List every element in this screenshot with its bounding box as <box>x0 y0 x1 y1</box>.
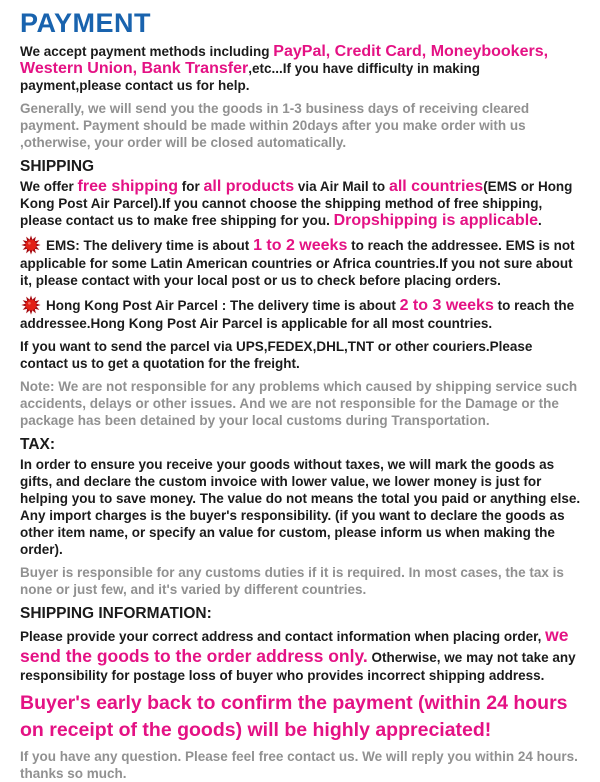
payment-dispatch-note: Generally, we will send you the goods in 1-3 business days of receiving cleared payment. Payment should be made within 20days after you make order with us ,otherwise, your order will be closed automatically. <box>20 101 530 150</box>
text-run: to reach the addressee.Hong Kong Post Air Parcel is applicable for all most countries. <box>20 298 575 331</box>
contact-note: If you have any question. Please feel free contact us. We will reply you within 24 hours. thanks so much. <box>20 749 578 781</box>
couriers-text: If you want to send the parcel via UPS,FEDEX,DHL,TNT or other couriers.Please contact us to get a quotation for the freight. <box>20 339 533 371</box>
text-run: free shipping <box>77 178 178 195</box>
text-run: 1 to 2 weeks <box>253 237 348 254</box>
payment-methods-text <box>20 43 582 94</box>
tax-note: Buyer is responsible for any customs duties if it is required. In most cases, the tax is none or just few, and it's varied by different countries. <box>20 565 564 597</box>
text-run: (EMS or Hong Kong Post Air Parcel).If you cannot choose the shipping method of free shipping, please contact us to make free shipping for you. <box>20 179 573 228</box>
shipping-section-title: SHIPPING <box>20 158 95 175</box>
starburst-icon <box>20 295 42 315</box>
text-run: EMS: The delivery time is about <box>46 238 254 253</box>
feedback-headline: Buyer's early back to confirm the payment (within 24 hours on receipt of the goods) will be highly appreciated! <box>20 692 568 741</box>
text-run: We offer <box>20 179 78 194</box>
shipping-info-section-title: SHIPPING INFORMATION: <box>20 605 212 622</box>
shipping-disclaimer: Note: We are not responsible for any problems which caused by shipping service such accidents, delays or other issues. And we are not responsible for the Damage or the package has been detained by your local customs during Transportation. <box>20 379 578 428</box>
text-run: to reach the addressee. EMS is not applicable for some Latin American countries or Africa countries.If you not sure about it, please contact with your local post or us to check before placing orders. <box>20 238 575 288</box>
text-run: Dropshipping is applicable <box>333 212 539 229</box>
text-run: Otherwise, we may not take any responsibility for postage loss of buyer who provides incorrect shipping address. <box>20 650 576 683</box>
shipping-info-body <box>20 625 582 684</box>
text-run: PayPal, Credit Card, Moneybookers, Western Union, Bank Transfer <box>20 43 549 77</box>
tax-body: In order to ensure you receive your goods without taxes, we will mark the goods as gifts, and declare the custom invoice with lower value, we lower money is just for helping you to save money. The value do not means the total you paid or anything else. Any import charges is the buyer's responsibility. (if you want to declare the goods as other item name, or specify an value for custom, please inform us when making the order). <box>20 457 581 557</box>
ems-info <box>20 235 582 289</box>
text-run: via Air Mail to <box>294 179 389 194</box>
text-run: Please provide your correct address and contact information when placing order, <box>20 629 546 644</box>
text-run: all products <box>203 178 295 195</box>
ems-info-text <box>20 238 575 288</box>
starburst-icon <box>20 235 42 255</box>
payment-section-title: PAYMENT <box>20 8 152 38</box>
tax-section-title: TAX: <box>20 436 56 453</box>
text-run: 2 to 3 weeks <box>399 297 494 314</box>
text-run: we send the goods to the order address only. <box>20 625 569 666</box>
hkpost-info <box>20 295 582 332</box>
text-run: all countries <box>388 178 484 195</box>
text-run: We accept payment methods including <box>20 44 274 59</box>
text-run: ,etc...If you have difficulty in making payment,please contact us for help. <box>20 61 480 93</box>
text-run: for <box>177 179 204 194</box>
text-run: Hong Kong Post Air Parcel : The delivery time is about <box>46 298 400 313</box>
hkpost-info-text <box>20 298 574 331</box>
text-run: . <box>538 213 542 228</box>
shipping-offer-text <box>20 178 582 229</box>
